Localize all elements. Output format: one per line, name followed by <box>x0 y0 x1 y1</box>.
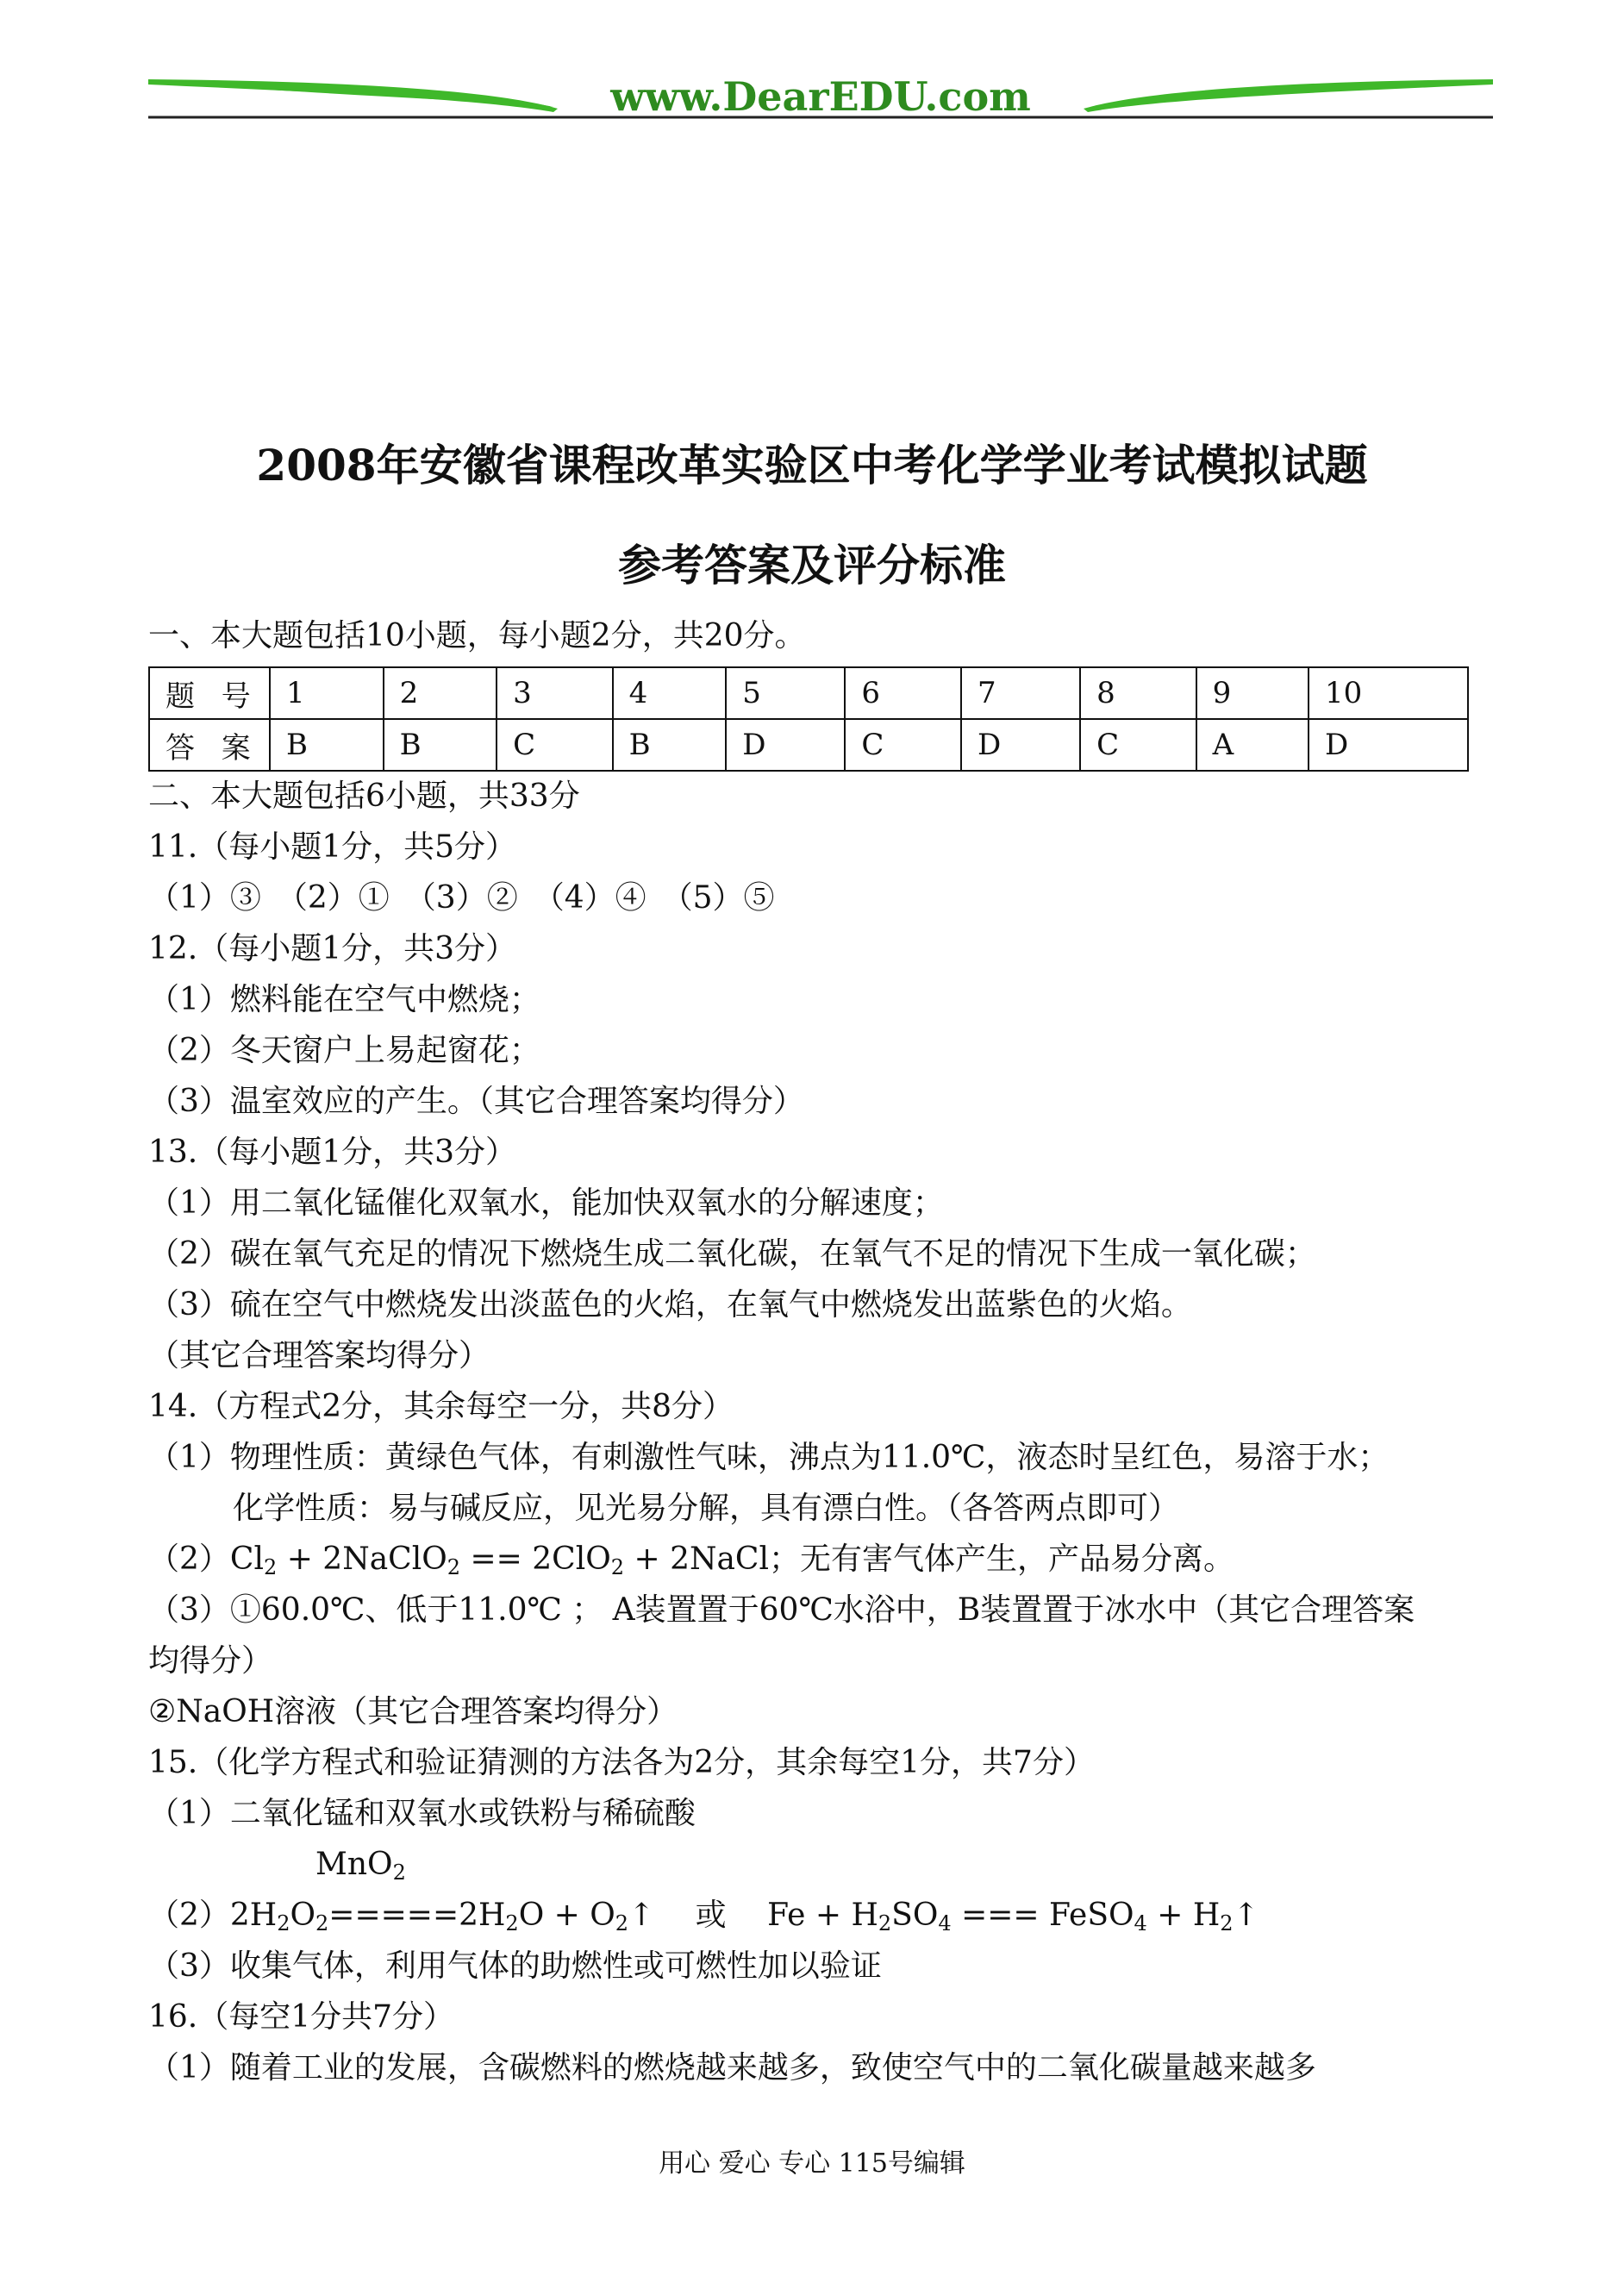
eq-part: ↑ <box>1233 1898 1259 1933</box>
table-cell: 8 <box>1080 667 1196 719</box>
eq-part: == 2ClO <box>460 1541 611 1577</box>
table-cell: 7 <box>961 667 1080 719</box>
table-row-numbers <box>149 667 1468 719</box>
q15-head: 15.（化学方程式和验证猜测的方法各为2分，其余每空1分，共7分） <box>148 1745 1095 1780</box>
row-label-question: 题 号 <box>149 667 270 719</box>
page-footer: 用心 爱心 专心 115号编辑 <box>659 2148 965 2179</box>
eq-part: O + O <box>518 1898 615 1933</box>
eq-sub: 4 <box>938 1911 952 1935</box>
q13-line4: （其它合理答案均得分） <box>148 1338 490 1373</box>
q12-line1: （1）燃料能在空气中燃烧； <box>148 982 540 1017</box>
table-cell: A <box>1196 719 1309 771</box>
site-name: www.DearEDU.com <box>610 73 1031 120</box>
page-subtitle: 参考答案及评分标准 <box>618 540 1006 591</box>
q12-line2: （2）冬天窗户上易起窗花； <box>148 1033 540 1068</box>
section2-heading: 二、本大题包括6小题，共33分 <box>148 779 580 814</box>
q15-catalyst <box>315 1846 406 1884</box>
eq-sub: 2 <box>447 1555 461 1579</box>
catalyst-sub: 2 <box>392 1860 406 1885</box>
eq-sub: 2 <box>505 1911 519 1935</box>
table-cell: B <box>613 719 727 771</box>
eq-part: + H <box>1146 1898 1221 1933</box>
eq-part: SO <box>891 1898 939 1933</box>
q14-line6: ②NaOH溶液（其它合理答案均得分） <box>148 1694 678 1729</box>
q16-head: 16.（每空1分共7分） <box>148 1999 455 2035</box>
eq-sub: 2 <box>1220 1911 1234 1935</box>
eq-sub: 4 <box>1134 1911 1147 1935</box>
eq-sub: 2 <box>878 1911 892 1935</box>
eq-sub: 2 <box>610 1555 625 1579</box>
table-cell: 2 <box>384 667 497 719</box>
header-logo <box>148 66 1493 126</box>
eq-sub: 2 <box>615 1911 629 1935</box>
eq-part: O <box>290 1898 316 1933</box>
answer-table <box>148 666 1469 772</box>
q13-line3: （3）硫在空气中燃烧发出淡蓝色的火焰，在氧气中燃烧发出蓝紫色的火焰。 <box>148 1287 1192 1323</box>
table-cell: C <box>1080 719 1196 771</box>
table-cell: D <box>1309 719 1468 771</box>
table-cell: 4 <box>613 667 727 719</box>
table-cell: 5 <box>726 667 845 719</box>
eq-part: （2）2H <box>148 1898 278 1933</box>
q14-line4: （3）①60.0℃、低于11.0℃ ； A装置置于60℃水浴中，B装置置于冰水中（其它合理答案 <box>148 1592 1415 1628</box>
catalyst-text: MnO <box>315 1847 393 1882</box>
q14-head: 14.（方程式2分，其余每空一分，共8分） <box>148 1389 734 1424</box>
eq-part: ↑ 或 Fe + H <box>628 1898 878 1933</box>
q14-line1: （1）物理性质：黄绿色气体，有刺激性气味，沸点为11.0℃，液态时呈红色，易溶于水； <box>148 1440 1390 1475</box>
table-cell: C <box>497 719 613 771</box>
eq-sub: 2 <box>263 1555 278 1579</box>
q13-line1: （1）用二氧化锰催化双氧水，能加快双氧水的分解速度； <box>148 1185 944 1221</box>
table-cell: 6 <box>845 667 961 719</box>
table-cell: B <box>384 719 497 771</box>
q16-line1: （1）随着工业的发展，含碳燃料的燃烧越来越多，致使空气中的二氧化碳量越来越多 <box>148 2050 1316 2086</box>
eq-part: === FeSO <box>951 1898 1134 1933</box>
table-cell: 9 <box>1196 667 1309 719</box>
row-label-answer: 答 案 <box>149 719 270 771</box>
q14-equation <box>148 1541 1234 1579</box>
q12-head: 12.（每小题1分，共3分） <box>148 931 517 966</box>
q13-line2: （2）碳在氧气充足的情况下燃烧生成二氧化碳，在氧气不足的情况下生成一氧化碳； <box>148 1236 1316 1272</box>
q11-line1: （1）③ （2）① （3）② （4）④ （5）⑤ <box>148 880 775 916</box>
table-row-answers <box>149 719 1468 771</box>
table-cell: 1 <box>270 667 384 719</box>
eq-sub: 2 <box>277 1911 290 1935</box>
page-title: 2008年安徽省课程改革实验区中考化学学业考试模拟试题 <box>256 440 1368 491</box>
q14-line5: 均得分） <box>148 1643 273 1679</box>
table-cell: 10 <box>1309 667 1468 719</box>
eq-sub: 2 <box>315 1911 329 1935</box>
q13-head: 13.（每小题1分，共3分） <box>148 1135 517 1170</box>
eq-part: （2）Cl <box>148 1541 264 1577</box>
table-cell: C <box>845 719 961 771</box>
section1-heading: 一、本大题包括10小题，每小题2分，共20分。 <box>148 618 806 653</box>
q15-line1: （1）二氧化锰和双氧水或铁粉与稀硫酸 <box>148 1796 696 1831</box>
q11-head: 11.（每小题1分，共5分） <box>148 829 517 865</box>
eq-part: + 2NaClO <box>277 1541 447 1577</box>
eq-part: =====2H <box>328 1898 506 1933</box>
q12-line3: （3）温室效应的产生。（其它合理答案均得分） <box>148 1084 804 1119</box>
table-cell: B <box>270 719 384 771</box>
right-swoosh-fill <box>1084 79 1493 112</box>
eq-part: + 2NaCl；无有害气体产生，产品易分离。 <box>624 1541 1234 1577</box>
q15-equation <box>148 1897 1259 1935</box>
table-cell: D <box>726 719 845 771</box>
table-cell: D <box>961 719 1080 771</box>
table-cell: 3 <box>497 667 613 719</box>
left-swoosh-fill <box>148 79 558 112</box>
q15-line3: （3）收集气体，利用气体的助燃性或可燃性加以验证 <box>148 1948 882 1984</box>
q14-line2: 化学性质：易与碱反应，见光易分解，具有漂白性。（各答两点即可） <box>233 1491 1180 1526</box>
